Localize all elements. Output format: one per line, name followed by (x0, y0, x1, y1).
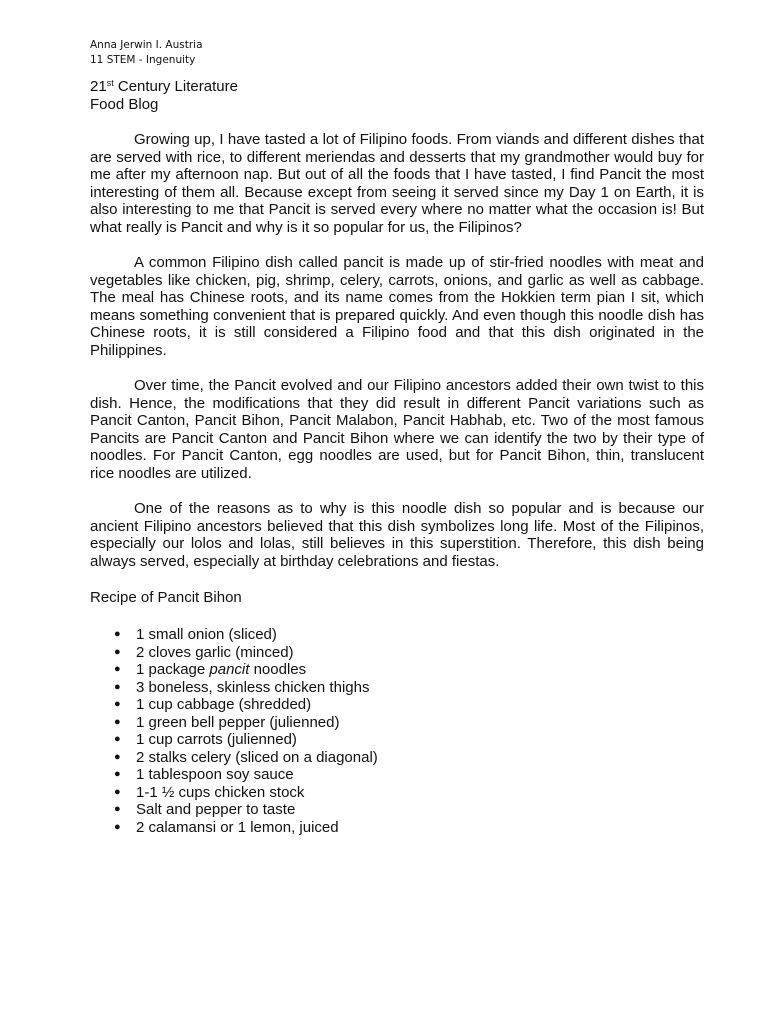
course-title (90, 78, 704, 96)
bullet-icon: ● (114, 768, 121, 780)
list-item (90, 644, 704, 662)
course-name: Century Literature (113, 78, 238, 95)
bullet-icon: ● (114, 715, 121, 728)
ingredient-text: 1 small onion (sliced) (136, 626, 277, 643)
bullet-icon: ● (114, 750, 121, 763)
bullet-icon: ● (114, 820, 121, 833)
ingredient-text: 2 cloves garlic (minced) (136, 643, 294, 661)
ingredient-text: 1 cup cabbage (shredded) (136, 696, 312, 713)
paragraph-2: A common Filipino dish called pancit is made up of stir-fried noodles with meat and vegetables like chicken, pig, shrimp, celery, carrots, onions, and garlic as well as cabbage. The meal has Chinese roots, and its name comes from the Hokkien term pian I sit, which means something convenient that is prepared quickly. And even though this noodle dish has Chinese roots, it is still considered a Filipino food and that this dish originated in the Philippines. (90, 254, 704, 359)
ingredient-text: Salt and pepper to taste (136, 801, 296, 818)
bullet-icon: ● (114, 785, 121, 798)
ingredient-text: 1 tablespoon soy sauce (136, 766, 294, 783)
ingredient-text: 1-1 ½ cups chicken stock (136, 783, 305, 801)
list-item (90, 714, 704, 732)
ingredient-text-italic: pancit (209, 661, 250, 678)
bullet-icon: ● (114, 698, 121, 710)
paragraph-1: Growing up, I have tasted a lot of Filipino foods. From viands and different dishes that are served with rice, to different meriendas and desserts that my grandmother would buy for me after my afternoon nap. But out of all the foods that I have tasted, I find Pancit the most interesting of them all. Because except from seeing it served since my Day 1 on Earth, it is also interesting to me that Pancit is served every where no matter what the occasion is! But what really is Pancit and why is it so popular for us, the Filipinos? (90, 131, 704, 236)
list-item (90, 626, 704, 644)
ingredient-text: 2 stalks celery (sliced on a diagonal) (136, 748, 378, 766)
paragraph-4: One of the reasons as to why is this noodle dish so popular and is because our ancient Filipino ancestors believed that this dish symbolizes long life. Most of the Filipinos, especially our lolos and lolas, still believes in this superstition. Therefore, this dish being always served, especially at birthday celebrations and fiestas. (90, 500, 704, 570)
list-item (90, 679, 704, 697)
course-ordinal: st (106, 78, 114, 88)
list-item (90, 766, 704, 784)
document-page (90, 38, 704, 836)
bullet-icon: ● (114, 733, 121, 745)
list-item (90, 801, 704, 819)
article-body (90, 131, 704, 570)
ingredient-list (90, 626, 704, 836)
bullet-icon: ● (114, 645, 121, 658)
ingredient-text: 1 green bell pepper (julienned) (136, 713, 340, 731)
paragraph-3: Over time, the Pancit evolved and our Filipino ancestors added their own twist to this dish. Hence, the modifications that they did result in different Pancit variations such as Pancit Canton, Pancit Bihon, Pancit Malabon, Pancit Habhab, etc. Two of the most famous Pancits are Pancit Canton and Pancit Bihon where we can identify the two by their type of noodles. For Pancit Canton, egg noodles are used, but for Pancit Bihon, thin, translucent rice noodles are utilized. (90, 377, 704, 482)
ingredient-text: 2 calamansi or 1 lemon, juiced (136, 818, 339, 836)
list-item (90, 731, 704, 749)
doc-subtitle: Food Blog (90, 96, 159, 113)
list-item (90, 696, 704, 714)
recipe-title: Recipe of Pancit Bihon (90, 589, 242, 606)
author-section: 11 STEM - Ingenuity (90, 54, 196, 66)
course-number: 21 (90, 78, 107, 95)
ingredient-text: 3 boneless, skinless chicken thighs (136, 678, 370, 696)
bullet-icon: ● (114, 628, 121, 640)
bullet-icon: ● (114, 803, 121, 815)
list-item (90, 749, 704, 767)
list-item (90, 661, 704, 679)
ingredient-text-suffix: noodles (249, 661, 307, 678)
list-item (90, 784, 704, 802)
bullet-icon: ● (114, 680, 121, 693)
ingredient-text: 1 cup carrots (julienned) (136, 731, 297, 748)
list-item (90, 819, 704, 837)
ingredient-text-prefix: 1 package (136, 661, 210, 678)
bullet-icon: ● (114, 663, 121, 675)
author-name: Anna Jerwin I. Austria (90, 39, 203, 51)
